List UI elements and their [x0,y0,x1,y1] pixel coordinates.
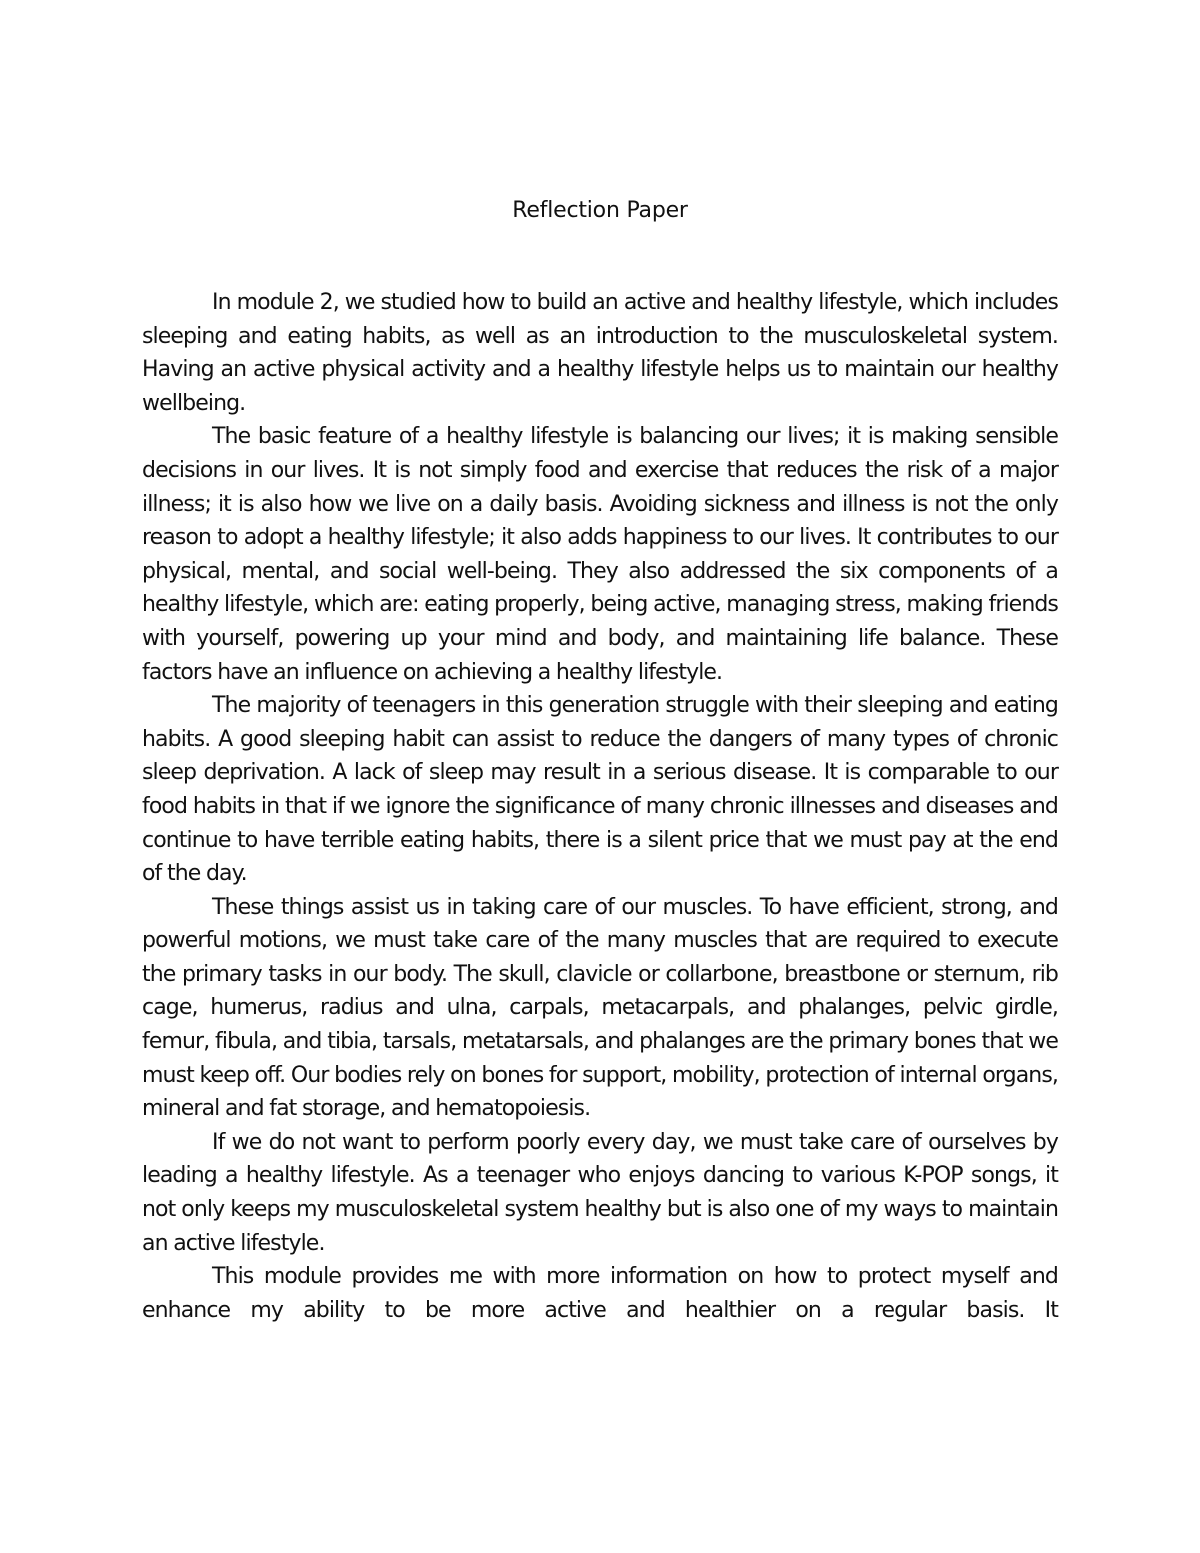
paragraph-6: This module provides me with more information on how to protect myself and enhance my ability to be more active and healthier on a regular basis. It [142,1264,1058,1323]
paragraph-1: In module 2, we studied how to build an active and healthy lifestyle, which includes sleeping and eating habits, as well as an introduction to the musculoskeletal system. Having an active physical activity and a healthy lifestyle helps us to maintain our healthy wellbeing. [142,290,1058,416]
paragraph-3: The majority of teenagers in this generation struggle with their sleeping and eating habits. A good sleeping habit can assist to reduce the dangers of many types of chronic sleep deprivation. A lack of sleep may result in a serious disease. It is comparable to our food habits in that if we ignore the significance of many chronic illnesses and diseases and continue to have terrible eating habits, there is a silent price that we must pay at the end of the day. [142,693,1058,887]
paragraph-4: These things assist us in taking care of our muscles. To have efficient, strong, and powerful motions, we must take care of the many muscles that are required to execute the primary tasks in our body. The skull, clavicle or collarbone, breastbone or sternum, rib cage, humerus, radius and ulna, carpals, metacarpals, and phalanges, pelvic girdle, femur, fibula, and tibia, tarsals, metatarsals, and phalanges are the primary bones that we must keep off. Our bodies rely on bones for support, mobility, protection of internal organs, mineral and fat storage, and hematopoiesis. [142,894,1058,1122]
paragraph-5: If we do not want to perform poorly every day, we must take care of ourselves by leading a healthy lifestyle. As a teenager who enjoys dancing to various K-POP songs, it not only keeps my musculoskeletal system healthy but is also one of my ways to maintain an active lifestyle. [142,1129,1058,1256]
document-body [142,286,1058,1327]
document-title: Reflection Paper [512,198,688,223]
paragraph-2: The basic feature of a healthy lifestyle is balancing our lives; it is making sensible decisions in our lives. It is not simply food and exercise that reduces the risk of a major illness; it is also how we live on a daily basis. Avoiding sickness and illness is not the only reason to adopt a healthy lifestyle; it also adds happiness to our lives. It contributes to our physical, mental, and social well-being. They also addressed the six components of a healthy lifestyle, which are: eating properly, being active, managing stress, making friends with yourself, powering up your mind and body, and maintaining life balance. These factors have an influence on achieving a healthy lifestyle. [142,424,1058,685]
